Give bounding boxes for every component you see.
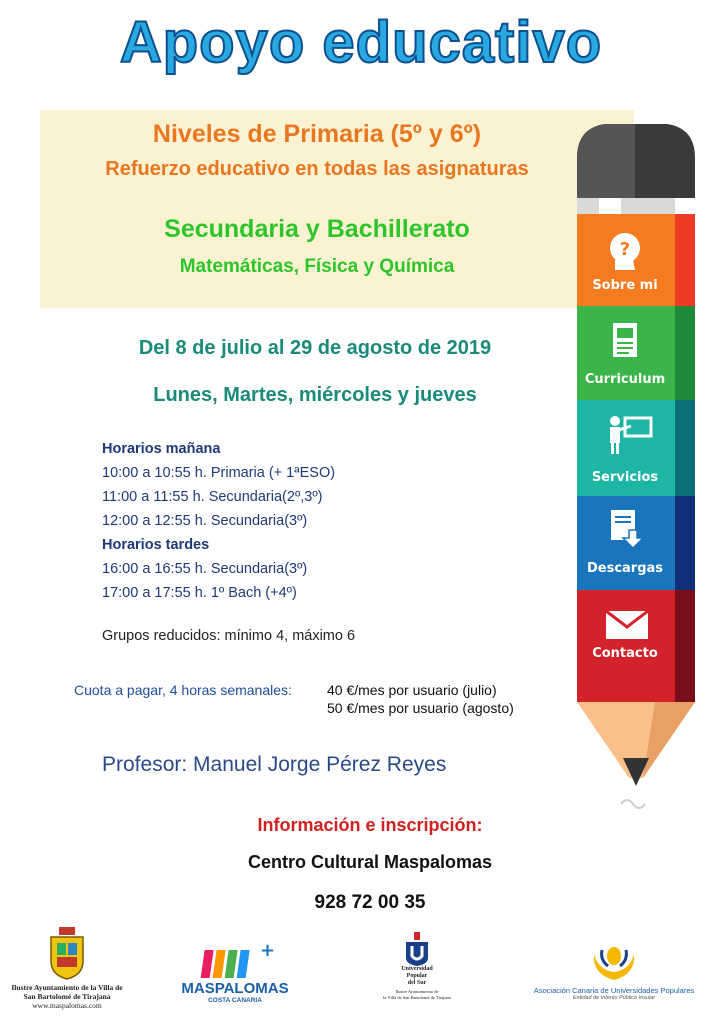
- menu-item-services[interactable]: Servicios: [591, 470, 659, 485]
- schedule-line: 16:00 a 16:55 h. Secundaria(3º): [102, 561, 308, 577]
- coat-of-arms-icon: [47, 925, 87, 981]
- schedule-line: 12:00 a 12:55 h. Secundaria(3º): [102, 513, 308, 529]
- ayuntamiento-name-line1: Ilustre Ayuntamiento de la Villa de: [11, 983, 123, 992]
- secondary-level-subheading: Matemáticas, Física y Química: [179, 256, 455, 277]
- svg-text:+: +: [260, 940, 276, 961]
- teacher-name: Profesor: Manuel Jorge Pérez Reyes: [102, 753, 447, 776]
- head-question-icon[interactable]: [605, 230, 645, 270]
- ayuntamiento-logo: [8, 925, 126, 1010]
- acup-subtitle: Entidad de Interés Público Insular: [572, 995, 656, 1001]
- up-name-line3: del Sur: [407, 980, 427, 986]
- up-ayto-line1: Ilustre Ayuntamiento de: [395, 989, 439, 994]
- pencil-graphic: [575, 118, 697, 818]
- download-document-icon[interactable]: [605, 508, 645, 548]
- svg-text:?: ?: [619, 239, 631, 260]
- fee-july: 40 €/mes por usuario (julio): [327, 682, 497, 698]
- afternoon-schedule-heading: Horarios tardes: [102, 537, 210, 553]
- info-heading: Información e inscripción:: [257, 815, 483, 835]
- menu-item-contact[interactable]: Contacto: [592, 646, 658, 661]
- primary-level-subheading: Refuerzo educativo en todas las asignaturas: [105, 158, 529, 180]
- schedule-line: 10:00 a 10:55 h. Primaria (+ 1ªESO): [102, 465, 336, 481]
- group-size-note: Grupos reducidos: mínimo 4, máximo 6: [102, 628, 356, 644]
- fee-label: Cuota a pagar, 4 horas semanales:: [74, 682, 292, 698]
- up-ayto-line2: la Villa de San Bartolomé de Tirajana: [383, 995, 451, 1000]
- maspalomas-name: MASPALOMAS: [181, 980, 289, 997]
- schedule-line: 17:00 a 17:55 h. 1º Bach (+4º): [102, 585, 297, 601]
- acup-name: Asociación Canaria de Universidades Populares: [533, 986, 695, 995]
- maspalomas-logo: [180, 940, 290, 1004]
- venue-name: Centro Cultural Maspalomas: [247, 852, 493, 872]
- acup-emblem: [588, 944, 640, 984]
- teacher-board-icon[interactable]: [605, 414, 645, 454]
- primary-level-heading: Niveles de Primaria (5º y 6º): [152, 120, 482, 148]
- pencil-menu: [575, 118, 697, 818]
- menu-item-downloads[interactable]: Descargas: [586, 561, 664, 576]
- poster-title: Apoyo educativo: [119, 10, 603, 75]
- maspalomas-m-mark: [200, 940, 276, 980]
- maspalomas-tagline: COSTA CANARIA: [208, 997, 262, 1004]
- morning-schedule-heading: Horarios mañana: [102, 441, 221, 457]
- date-range: Del 8 de julio al 29 de agosto de 2019: [138, 337, 492, 359]
- ayuntamiento-name-line2: San Bartolomé de Tirajana: [23, 992, 111, 1001]
- universidad-popular-logo: [370, 932, 464, 1001]
- secondary-level-heading: Secundaria y Bachillerato: [164, 215, 470, 243]
- schedule-line: 11:00 a 11:55 h. Secundaria(2º,3º): [102, 489, 323, 505]
- ayuntamiento-url: www.maspalomas.com: [32, 1001, 102, 1010]
- phone-number: 928 72 00 35: [314, 892, 426, 913]
- up-name-line1: Universidad: [401, 966, 433, 972]
- menu-item-curriculum[interactable]: Curriculum: [584, 372, 666, 387]
- envelope-icon[interactable]: [605, 610, 645, 650]
- document-icon[interactable]: [605, 320, 645, 360]
- menu-item-about[interactable]: Sobre mi: [592, 278, 658, 293]
- acup-logo: [532, 944, 696, 1001]
- universidad-popular-emblem: [404, 932, 430, 966]
- fee-august: 50 €/mes por usuario (agosto): [327, 700, 514, 716]
- up-name-line2: Popular: [406, 973, 428, 979]
- week-days: Lunes, Martes, miércoles y jueves: [153, 384, 477, 406]
